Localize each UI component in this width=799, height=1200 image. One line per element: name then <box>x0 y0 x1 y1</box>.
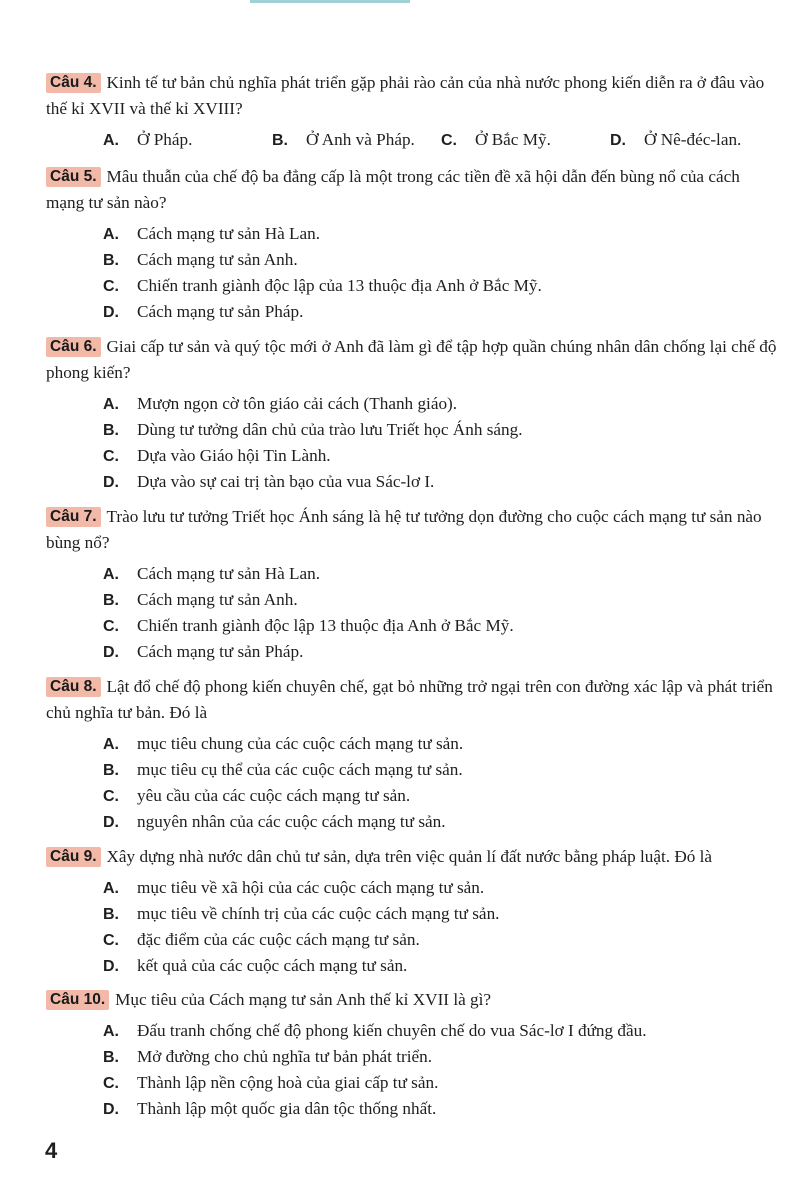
option-c[interactable] <box>103 1070 799 1096</box>
option-a[interactable] <box>103 1018 799 1044</box>
option-letter: A. <box>103 132 119 149</box>
option-text: Cách mạng tư sản Anh. <box>137 250 298 269</box>
option-letter: C. <box>103 1075 119 1092</box>
option-text: Đấu tranh chống chế độ phong kiến chuyên chế do vua Sác-lơ I đứng đầu. <box>137 1021 647 1040</box>
question-number-badge: Câu 10. <box>46 990 109 1010</box>
option-c[interactable] <box>103 613 799 639</box>
question-7 <box>0 504 799 665</box>
option-b[interactable] <box>103 901 799 927</box>
option-text: Cách mạng tư sản Hà Lan. <box>137 564 321 583</box>
question-text: Trào lưu tư tưởng Triết học Ánh sáng là hệ tư tưởng dọn đường cho cuộc cách mạng tư sản nào bùng nổ? <box>46 507 762 552</box>
option-b[interactable] <box>103 587 799 613</box>
options-list <box>103 875 799 979</box>
option-b[interactable] <box>103 417 799 443</box>
question-8 <box>0 674 799 835</box>
top-decorative-rule <box>250 0 410 3</box>
question-10 <box>0 987 799 1122</box>
option-text: Ở Nê-đéc-lan. <box>644 130 742 149</box>
option-d[interactable] <box>610 127 741 153</box>
option-a[interactable] <box>103 221 799 247</box>
option-text: Thành lập nền cộng hoà của giai cấp tư sản. <box>137 1073 439 1092</box>
question-text: Xây dựng nhà nước dân chủ tư sản, dựa trên việc quản lí đất nước bằng pháp luật. Đó là <box>106 847 713 866</box>
option-text: Chiến tranh giành độc lập 13 thuộc địa Anh ở Bắc Mỹ. <box>137 616 514 635</box>
option-letter: B. <box>103 252 119 269</box>
option-letter: B. <box>103 422 119 439</box>
option-text: kết quả của các cuộc cách mạng tư sản. <box>137 956 408 975</box>
option-letter: D. <box>103 474 119 491</box>
option-text: Dựa vào sự cai trị tàn bạo của vua Sác-lơ I. <box>137 472 435 491</box>
question-number-badge: Câu 7. <box>46 507 101 527</box>
option-c[interactable] <box>103 443 799 469</box>
option-text: mục tiêu cụ thể của các cuộc cách mạng tư sản. <box>137 760 463 779</box>
option-text: Mượn ngọn cờ tôn giáo cải cách (Thanh giáo). <box>137 394 458 413</box>
option-text: Ở Bắc Mỹ. <box>475 130 551 149</box>
option-letter: B. <box>103 762 119 779</box>
option-letter: B. <box>103 1049 119 1066</box>
option-letter: C. <box>441 132 457 149</box>
question-9 <box>0 844 799 979</box>
option-c[interactable] <box>103 927 799 953</box>
question-stem <box>46 987 781 1013</box>
option-d[interactable] <box>103 953 799 979</box>
options-list <box>103 561 799 665</box>
question-4 <box>0 70 799 153</box>
option-letter: D. <box>610 132 626 149</box>
option-a[interactable] <box>103 391 799 417</box>
option-a[interactable] <box>103 731 799 757</box>
option-letter: B. <box>272 132 288 149</box>
option-letter: C. <box>103 788 119 805</box>
option-c[interactable] <box>441 127 551 153</box>
question-5 <box>0 164 799 325</box>
option-d[interactable] <box>103 469 799 495</box>
option-letter: B. <box>103 906 119 923</box>
option-a[interactable] <box>103 875 799 901</box>
question-text: Kinh tế tư bản chủ nghĩa phát triển gặp phải rào cản của nhà nước phong kiến diễn ra ở đâu vào thế kỉ XVII và thế kỉ XVIII? <box>46 73 765 118</box>
option-d[interactable] <box>103 1096 799 1122</box>
option-text: mục tiêu về xã hội của các cuộc cách mạng tư sản. <box>137 878 485 897</box>
option-letter: C. <box>103 278 119 295</box>
option-text: đặc điểm của các cuộc cách mạng tư sản. <box>137 930 420 949</box>
option-d[interactable] <box>103 299 799 325</box>
question-number-badge: Câu 6. <box>46 337 101 357</box>
options-list <box>103 391 799 495</box>
option-letter: D. <box>103 644 119 661</box>
option-a[interactable] <box>103 127 192 153</box>
question-number-badge: Câu 4. <box>46 73 101 93</box>
option-text: Ở Anh và Pháp. <box>306 130 415 149</box>
question-text: Mâu thuẫn của chế độ ba đẳng cấp là một trong các tiền đề xã hội dẫn đến bùng nổ của cách mạng tư sản nào? <box>46 167 740 212</box>
question-6 <box>0 334 799 495</box>
option-letter: D. <box>103 1101 119 1118</box>
option-d[interactable] <box>103 809 799 835</box>
option-c[interactable] <box>103 783 799 809</box>
question-text: Mục tiêu của Cách mạng tư sản Anh thế kỉ XVII là gì? <box>115 990 492 1009</box>
option-a[interactable] <box>103 561 799 587</box>
option-letter: D. <box>103 304 119 321</box>
option-letter: A. <box>103 226 119 243</box>
option-c[interactable] <box>103 273 799 299</box>
option-b[interactable] <box>103 757 799 783</box>
option-text: Cách mạng tư sản Pháp. <box>137 642 304 661</box>
option-text: Thành lập một quốc gia dân tộc thống nhất. <box>137 1099 437 1118</box>
option-text: yêu cầu của các cuộc cách mạng tư sản. <box>137 786 411 805</box>
option-letter: C. <box>103 448 119 465</box>
question-stem <box>46 844 781 870</box>
question-stem <box>46 504 781 556</box>
option-letter: A. <box>103 736 119 753</box>
option-text: mục tiêu về chính trị của các cuộc cách mạng tư sản. <box>137 904 500 923</box>
question-number-badge: Câu 5. <box>46 167 101 187</box>
option-letter: A. <box>103 1023 119 1040</box>
option-letter: D. <box>103 814 119 831</box>
options-list <box>103 1018 799 1122</box>
question-number-badge: Câu 9. <box>46 847 101 867</box>
option-b[interactable] <box>103 1044 799 1070</box>
option-d[interactable] <box>103 639 799 665</box>
options-row <box>0 127 799 153</box>
option-letter: A. <box>103 396 119 413</box>
question-text: Giai cấp tư sản và quý tộc mới ở Anh đã làm gì để tập hợp quần chúng nhân dân chống lại chế độ phong kiến? <box>46 337 777 382</box>
question-stem <box>46 674 781 726</box>
question-stem <box>46 70 781 122</box>
option-text: mục tiêu chung của các cuộc cách mạng tư sản. <box>137 734 464 753</box>
option-text: Dựa vào Giáo hội Tin Lành. <box>137 446 331 465</box>
options-list <box>103 731 799 835</box>
question-text: Lật đổ chế độ phong kiến chuyên chế, gạt bỏ những trở ngại trên con đường xác lập và phát triển chủ nghĩa tư bản. Đó là <box>46 677 773 722</box>
option-text: Dùng tư tưởng dân chủ của trào lưu Triết học Ánh sáng. <box>137 420 523 439</box>
option-b[interactable] <box>272 127 415 153</box>
question-number-badge: Câu 8. <box>46 677 101 697</box>
option-text: Ở Pháp. <box>137 130 193 149</box>
options-list <box>103 221 799 325</box>
option-text: nguyên nhân của các cuộc cách mạng tư sản. <box>137 812 446 831</box>
option-text: Mở đường cho chủ nghĩa tư bản phát triển. <box>137 1047 433 1066</box>
question-stem <box>46 164 781 216</box>
option-letter: C. <box>103 618 119 635</box>
option-letter: C. <box>103 932 119 949</box>
question-stem <box>46 334 781 386</box>
option-b[interactable] <box>103 247 799 273</box>
option-text: Chiến tranh giành độc lập của 13 thuộc địa Anh ở Bắc Mỹ. <box>137 276 542 295</box>
option-letter: D. <box>103 958 119 975</box>
option-text: Cách mạng tư sản Hà Lan. <box>137 224 321 243</box>
option-letter: A. <box>103 880 119 897</box>
option-letter: B. <box>103 592 119 609</box>
option-text: Cách mạng tư sản Pháp. <box>137 302 304 321</box>
page-number: 4 <box>45 1138 58 1163</box>
option-letter: A. <box>103 566 119 583</box>
option-text: Cách mạng tư sản Anh. <box>137 590 298 609</box>
